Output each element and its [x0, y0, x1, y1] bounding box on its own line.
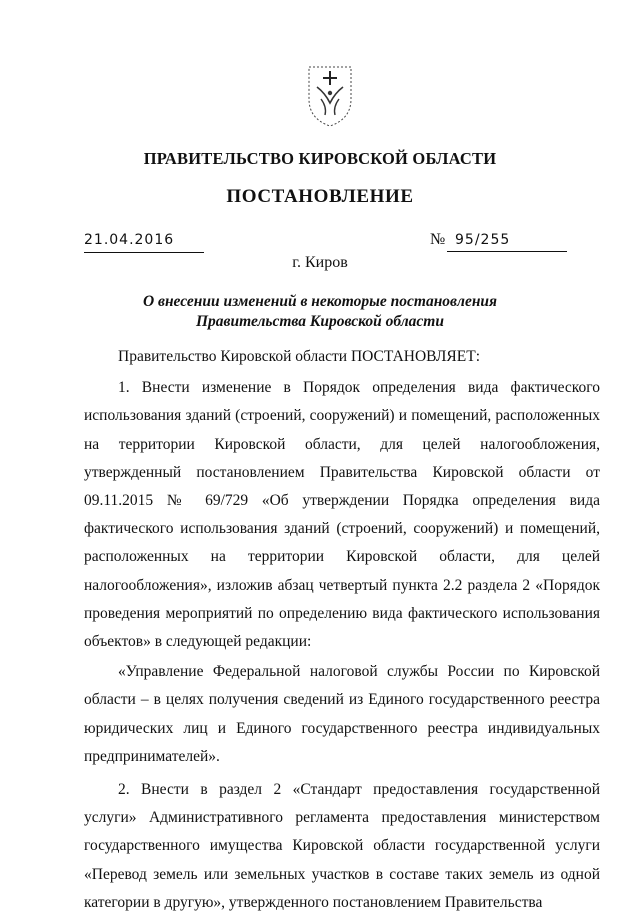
resolution-lead: Правительство Кировской области ПОСТАНОВЛЯЕТ: — [118, 348, 481, 365]
number-sign: № — [430, 231, 446, 248]
subject-line-1: О внесении изменений в некоторые постановления — [142, 293, 498, 310]
document-body — [84, 343, 600, 917]
document-subject — [0, 292, 640, 332]
paragraph-item-2: 2. Внести в раздел 2 «Стандарт предоставления государственной услуги» Административного регламента предоставления министерством государственного имущества Кировской области государственной услуги «Перевод земель или земельных участков в составе таких земель из одной категории в другую», утвержденного постановлением Правительства — [84, 781, 600, 911]
subject-line-2: Правительства Кировской области — [196, 313, 444, 330]
paragraph-item-1: 1. Внести изменение в Порядок определения вида фактического использования зданий (строений, сооружений) и помещений, расположенных на территории Кировской области, для целей налогообложения, утвержденный постановлением Правительства Кировской области от 09.11.2015 № 69/729 «Об утверждении Порядка определения вида фактического использования зданий (строений, сооружений) и помещений, расположенных на территории Кировской области, для целей налогообложения», изложив абзац четвертый пункта 2.2 раздела 2 «Порядок проведения мероприятий по определению вида фактического использования объектов» в следующей редакции: — [84, 379, 600, 651]
organization-title: ПРАВИТЕЛЬСТВО КИРОВСКОЙ ОБЛАСТИ — [143, 149, 497, 168]
document-date: 21.04.2016 — [84, 232, 204, 253]
document-type-title: ПОСТАНОВЛЕНИЕ — [226, 186, 414, 207]
document-number: 95/255 — [447, 232, 567, 252]
coat-of-arms-icon — [303, 63, 357, 129]
paragraph-quote: «Управление Федеральной налоговой службы России по Кировской области – в целях получения сведений из Единого государственного реестра юридических лиц и Единого государственного реестра индивидуальных предпринимателей». — [84, 663, 600, 765]
city-label: г. Киров — [292, 254, 348, 271]
